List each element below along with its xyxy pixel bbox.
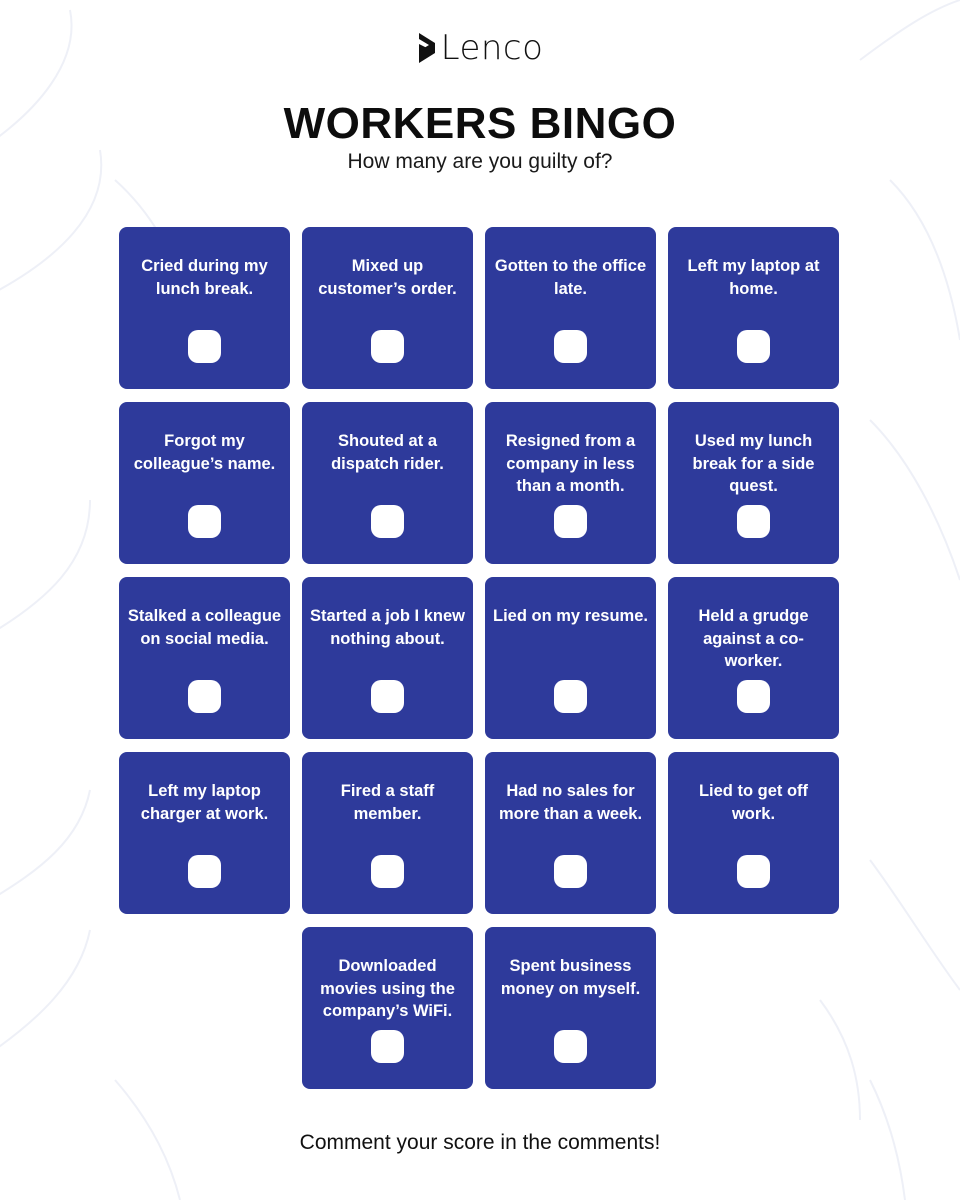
bingo-card — [302, 402, 473, 564]
bingo-card-text: Forgot my colleague’s name. — [133, 432, 276, 473]
page-subtitle: How many are you guilty of? — [347, 150, 613, 173]
footer-call-to-action: Comment your score in the comments! — [299, 1131, 661, 1154]
bingo-card-text: Used my lunch break for a side quest. — [692, 432, 815, 495]
bingo-checkbox[interactable] — [737, 855, 770, 888]
bingo-card-text: Shouted at a dispatch rider. — [331, 432, 444, 473]
bingo-card — [668, 577, 839, 739]
bingo-card-text: Lied on my resume. — [493, 607, 648, 625]
bingo-card — [485, 577, 656, 739]
bingo-checkbox[interactable] — [554, 1030, 587, 1063]
brand-logo — [0, 28, 960, 68]
bingo-card-text: Spent business money on myself. — [500, 957, 641, 998]
bingo-card — [668, 402, 839, 564]
bingo-card — [485, 402, 656, 564]
bingo-checkbox[interactable] — [371, 505, 404, 538]
bingo-checkbox[interactable] — [371, 330, 404, 363]
bingo-card — [668, 227, 839, 389]
bingo-card — [485, 927, 656, 1089]
bingo-card-text: Gotten to the office late. — [494, 257, 647, 298]
bingo-checkbox[interactable] — [554, 855, 587, 888]
bingo-card-text: Stalked a colleague on social media. — [127, 607, 282, 648]
bingo-checkbox[interactable] — [554, 505, 587, 538]
bingo-card — [668, 752, 839, 914]
bingo-card-text: Had no sales for more than a week. — [498, 782, 643, 823]
bingo-card-text: Downloaded movies using the company’s WiFi. — [320, 957, 455, 1020]
bingo-checkbox[interactable] — [371, 680, 404, 713]
bingo-checkbox[interactable] — [737, 330, 770, 363]
bingo-card-text: Cried during my lunch break. — [141, 257, 268, 298]
bingo-card-text: Lied to get off work. — [698, 782, 809, 823]
bingo-card-text: Left my laptop charger at work. — [140, 782, 269, 823]
bingo-card-text: Mixed up customer’s order. — [318, 257, 457, 298]
bingo-card — [302, 577, 473, 739]
bingo-checkbox[interactable] — [188, 855, 221, 888]
bingo-checkbox[interactable] — [737, 505, 770, 538]
bingo-card — [485, 752, 656, 914]
bingo-checkbox[interactable] — [371, 1030, 404, 1063]
bingo-card — [302, 227, 473, 389]
bingo-checkbox[interactable] — [554, 330, 587, 363]
brand-name: Lenco — [440, 28, 544, 68]
bingo-card — [119, 402, 290, 564]
bingo-checkbox[interactable] — [371, 855, 404, 888]
bingo-card — [485, 227, 656, 389]
bingo-checkbox[interactable] — [554, 680, 587, 713]
bingo-card-text: Started a job I knew nothing about. — [310, 607, 465, 648]
bingo-card-text: Fired a staff member. — [340, 782, 435, 823]
bingo-checkbox[interactable] — [737, 680, 770, 713]
bingo-checkbox[interactable] — [188, 505, 221, 538]
bingo-card — [119, 752, 290, 914]
bingo-checkbox[interactable] — [188, 330, 221, 363]
bingo-card — [302, 752, 473, 914]
bingo-card-text: Resigned from a company in less than a month. — [505, 432, 636, 495]
bingo-card — [119, 577, 290, 739]
bingo-card-text: Held a grudge against a co-worker. — [698, 607, 809, 670]
bingo-checkbox[interactable] — [188, 680, 221, 713]
bingo-card — [302, 927, 473, 1089]
lenco-logo-icon — [417, 32, 437, 64]
bingo-card — [119, 227, 290, 389]
bingo-card-text: Left my laptop at home. — [687, 257, 820, 298]
page-title: WORKERS BINGO — [283, 99, 677, 148]
